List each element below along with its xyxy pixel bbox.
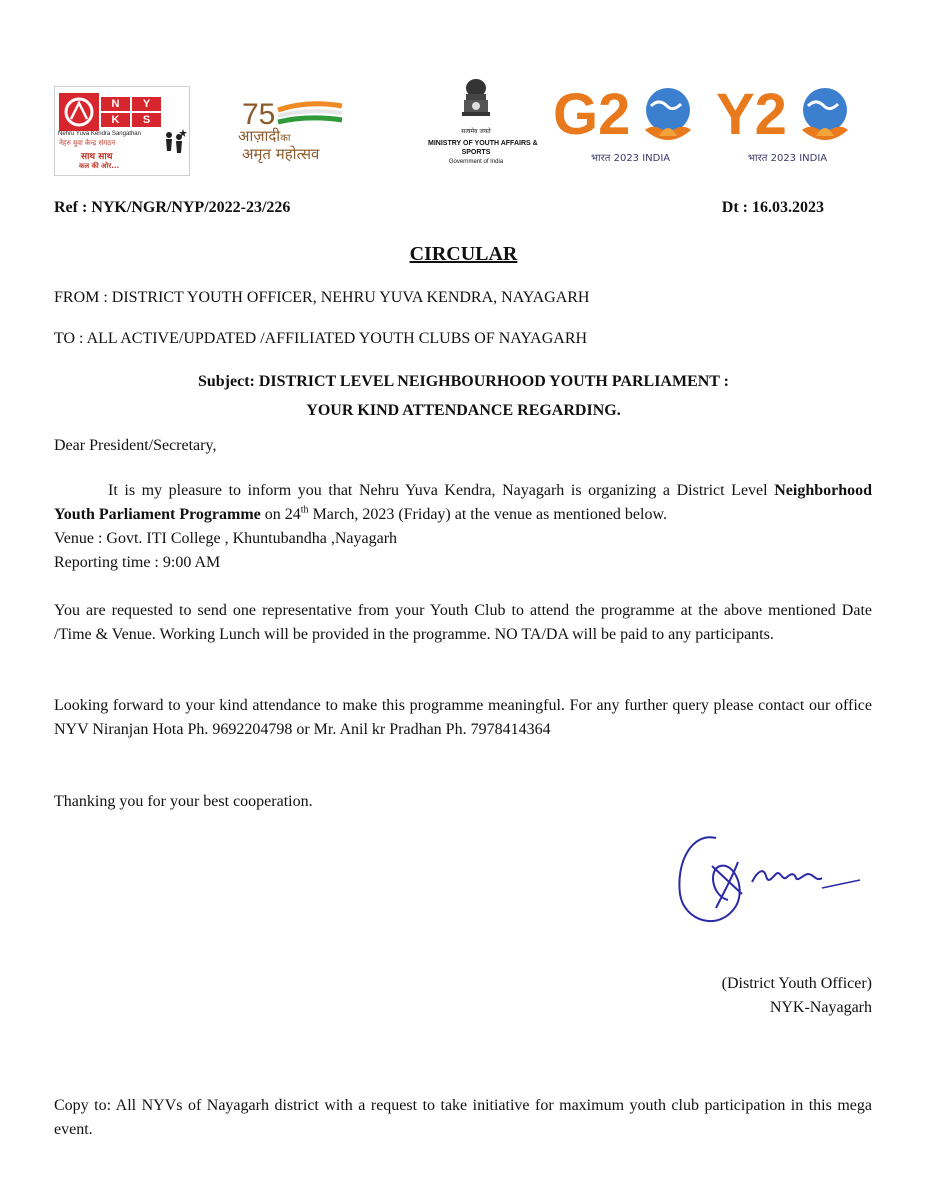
azadi-ka-amrit-mahotsav-logo [232,96,350,166]
programme-name: Neighborhood Youth Parliament Programme [54,482,873,523]
ministry-gov: Government of India [448,159,504,165]
p1-text: It is my pleasure to inform you that Nehru Yuva Kendra, Nayagarh is organizing a District Level [108,482,768,499]
body-paragraph-2: You are requested to send one representative from your Youth Club to attend the programme at the above mentioned Date /Time & Venue. Working Lunch will be provided in the programme. NO TA/DA will be paid to any participants. [54,602,872,643]
closing-line: Thanking you for your best cooperation. [54,793,313,810]
body-paragraph-1 [54,479,872,575]
nyks-hindi-name: नेहरु युवा केन्द्र संगठन [59,139,116,147]
body-paragraph-3: Looking forward to your kind attendance to make this programme meaningful. For any further query please contact our office NYV Niranjan Hota Ph. 9692204798 or Mr. Anil kr Pradhan Ph. 7978414364 [54,697,872,738]
ministry-motto: सत्यमेव जयते [461,128,491,135]
p1-date-suffix: th [300,504,309,516]
nyks-letter: K [101,113,130,127]
ministry-name-line1: MINISTRY OF YOUTH AFFAIRS & [428,140,538,147]
nyks-letter: N [101,97,130,111]
nyks-letter: S [132,113,161,127]
nyks-logo [54,86,190,176]
azadi-number: 75 [242,98,276,130]
handwritten-signature [672,822,872,932]
y20-logo [716,80,856,172]
g20-lotus-globe-icon [637,86,699,148]
salutation: Dear President/Secretary, [54,437,217,454]
ministry-name-line2: SPORTS [461,149,491,156]
reporting-time: Reporting time : 9:00 AM [54,554,221,571]
nyks-hindi-tagline2: कल की ओर... [79,162,120,170]
to-line: TO : ALL ACTIVE/UPDATED /AFFILIATED YOUTH CLUBS OF NAYAGARH [54,330,588,347]
signatory-designation: (District Youth Officer) [721,975,872,992]
subject-line-1: Subject: DISTRICT LEVEL NEIGHBOURHOOD YOUTH PARLIAMENT : [197,373,730,390]
y20-text: Y2 [716,82,787,147]
signatory-office: NYK-Nayagarh [769,999,872,1016]
circular-date: Dt : 16.03.2023 [721,199,824,216]
nyks-caption: Nehru Yuva Kendra Sangathan [58,131,141,137]
nyks-letter: Y [132,97,161,111]
reference-number: Ref : NYK/NGR/NYP/2022-23/226 [54,199,291,216]
venue-line: Venue : Govt. ITI College , Khuntubandha ,Nayagarh [54,530,398,547]
azadi-hindi-line1: आज़ादीका [238,127,291,145]
page-title: CIRCULAR [409,243,518,265]
y20-subtitle: भारत 2023 INDIA [748,153,828,164]
g20-subtitle: भारत 2023 INDIA [591,153,671,164]
copy-to: Copy to: All NYVs of Nayagarh district with a request to take initiative for maximum youth club participation in this mega event. [54,1097,872,1138]
p1-date: on 24 [264,506,301,523]
nyks-letter-grid [101,97,163,127]
g20-logo [553,80,701,172]
subject-line-2: YOUR KIND ATTENDANCE REGARDING. [306,402,621,419]
from-line: FROM : DISTRICT YOUTH OFFICER, NEHRU YUVA KENDRA, NAYAGARH [54,289,590,306]
nyks-emblem-icon [59,93,99,131]
nyks-hindi-tagline: साथ साथ [81,152,113,162]
p1-text-end: March, 2023 (Friday) at the venue as mentioned below. [312,506,667,523]
azadi-hindi-line2: अमृत महोत्सव [242,145,320,163]
ministry-logo [428,76,538,176]
azadi-75-icon [238,96,348,130]
y20-lotus-globe-icon [794,86,856,148]
g20-text: G2 [553,82,631,147]
national-emblem-icon [456,76,496,122]
